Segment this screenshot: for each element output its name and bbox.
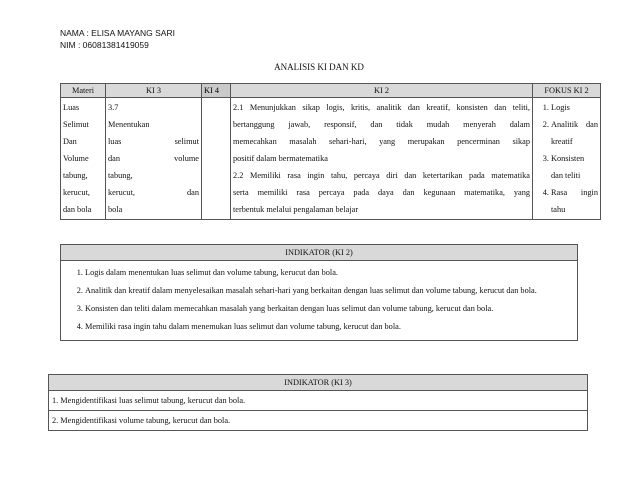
cell-ki3: [106, 98, 202, 220]
cell-ki4: [202, 98, 231, 220]
student-nim: NIM : 06081381419059: [60, 40, 149, 50]
ki2-line: memecahkan masalah sehari-hari, yang merupakan pencerminan sikap: [233, 137, 530, 146]
ki3-line: tabung,: [108, 171, 133, 180]
header-fokus-ki2: FOKUS KI 2: [533, 84, 601, 98]
ki2-line: terbentuk melalui pengalaman belajar: [233, 205, 359, 214]
fokus-item: 1. Logis: [551, 99, 598, 116]
indikator-ki3-table: [48, 374, 588, 431]
ki2-line: 2.2 Memiliki rasa ingin tahu, percaya diri dan ketertarikan pada matematika: [233, 171, 530, 180]
materi-line: kerucut,: [63, 188, 90, 197]
indikator-ki2-body: [61, 261, 578, 341]
ki3-line: bola: [108, 205, 123, 214]
header-ki2: KI 2: [231, 84, 533, 98]
fokus-item: 4. Rasa ingin tahu: [551, 184, 598, 218]
indikator-ki2-item: 1. Logis dalam menentukan luas selimut dan volume tabung, kerucut dan bola.: [85, 264, 571, 282]
materi-line: Volume: [63, 154, 89, 163]
indikator-ki2-title: INDIKATOR (KI 2): [61, 245, 578, 261]
materi-line: Dan: [63, 137, 77, 146]
ki3-line: 3.7: [108, 103, 119, 112]
ki2-line: serta memiliki rasa percaya pada daya dan kegunaan matematika, yang: [233, 188, 530, 197]
indikator-ki2-table: [60, 244, 578, 341]
indikator-ki2-item: 4. Memiliki rasa ingin tahu dalam menemukan luas selimut dan volume tabung, kerucut dan bola.: [85, 318, 571, 336]
student-name: NAMA : ELISA MAYANG SARI: [60, 28, 175, 38]
ki3-line: luas selimut: [108, 137, 199, 146]
ki3-line: dan volume: [108, 154, 199, 163]
materi-line: Selimut: [63, 120, 89, 129]
ki2-line: bertanggung jawab, responsif, dan tidak mudah menyerah dalam: [233, 120, 530, 129]
indikator-ki2-item: 2. Analitik dan kreatif dalam menyelesaikan masalah sehari-hari yang berkaitan dengan luas selimut dan volume tabung, kerucut dan bola.: [85, 282, 571, 300]
cell-ki2: [231, 98, 533, 220]
indikator-ki3-item: 2. Mengidentifikasi volume tabung, kerucut dan bola.: [49, 411, 588, 431]
header-ki3: KI 3: [106, 84, 202, 98]
indikator-ki3-title: INDIKATOR (KI 3): [49, 375, 588, 391]
cell-fokus-ki2: [533, 98, 601, 220]
cell-materi: [61, 98, 106, 220]
materi-line: Luas: [63, 103, 80, 112]
materi-line: dan bola: [63, 205, 92, 214]
ki2-line: 2.1 Menunjukkan sikap logis, kritis, analitik dan kreatif, konsisten dan teliti,: [233, 103, 530, 112]
ki2-line: positif dalam bermatematika: [233, 154, 328, 163]
indikator-ki3-item: 1. Mengidentifikasi luas selimut tabung, kerucut dan bola.: [49, 391, 588, 411]
header-materi: Materi: [61, 84, 106, 98]
fokus-item: 2. Analitik dan kreatif: [551, 116, 598, 150]
ki3-line: kerucut, dan: [108, 188, 199, 197]
fokus-item: 3. Konsisten dan teliti: [551, 150, 598, 184]
document-title: ANALISIS KI DAN KD: [274, 62, 364, 72]
ki-kd-table: [60, 83, 601, 220]
student-header: [60, 27, 175, 51]
indikator-ki2-item: 3. Konsisten dan teliti dalam memecahkan masalah yang berkaitan dengan luas selimut dan volume tabung, kerucut dan bola.: [85, 300, 571, 318]
header-ki4: KI 4: [202, 84, 231, 98]
ki3-line: Menentukan: [108, 120, 150, 129]
materi-line: tabung,: [63, 171, 88, 180]
